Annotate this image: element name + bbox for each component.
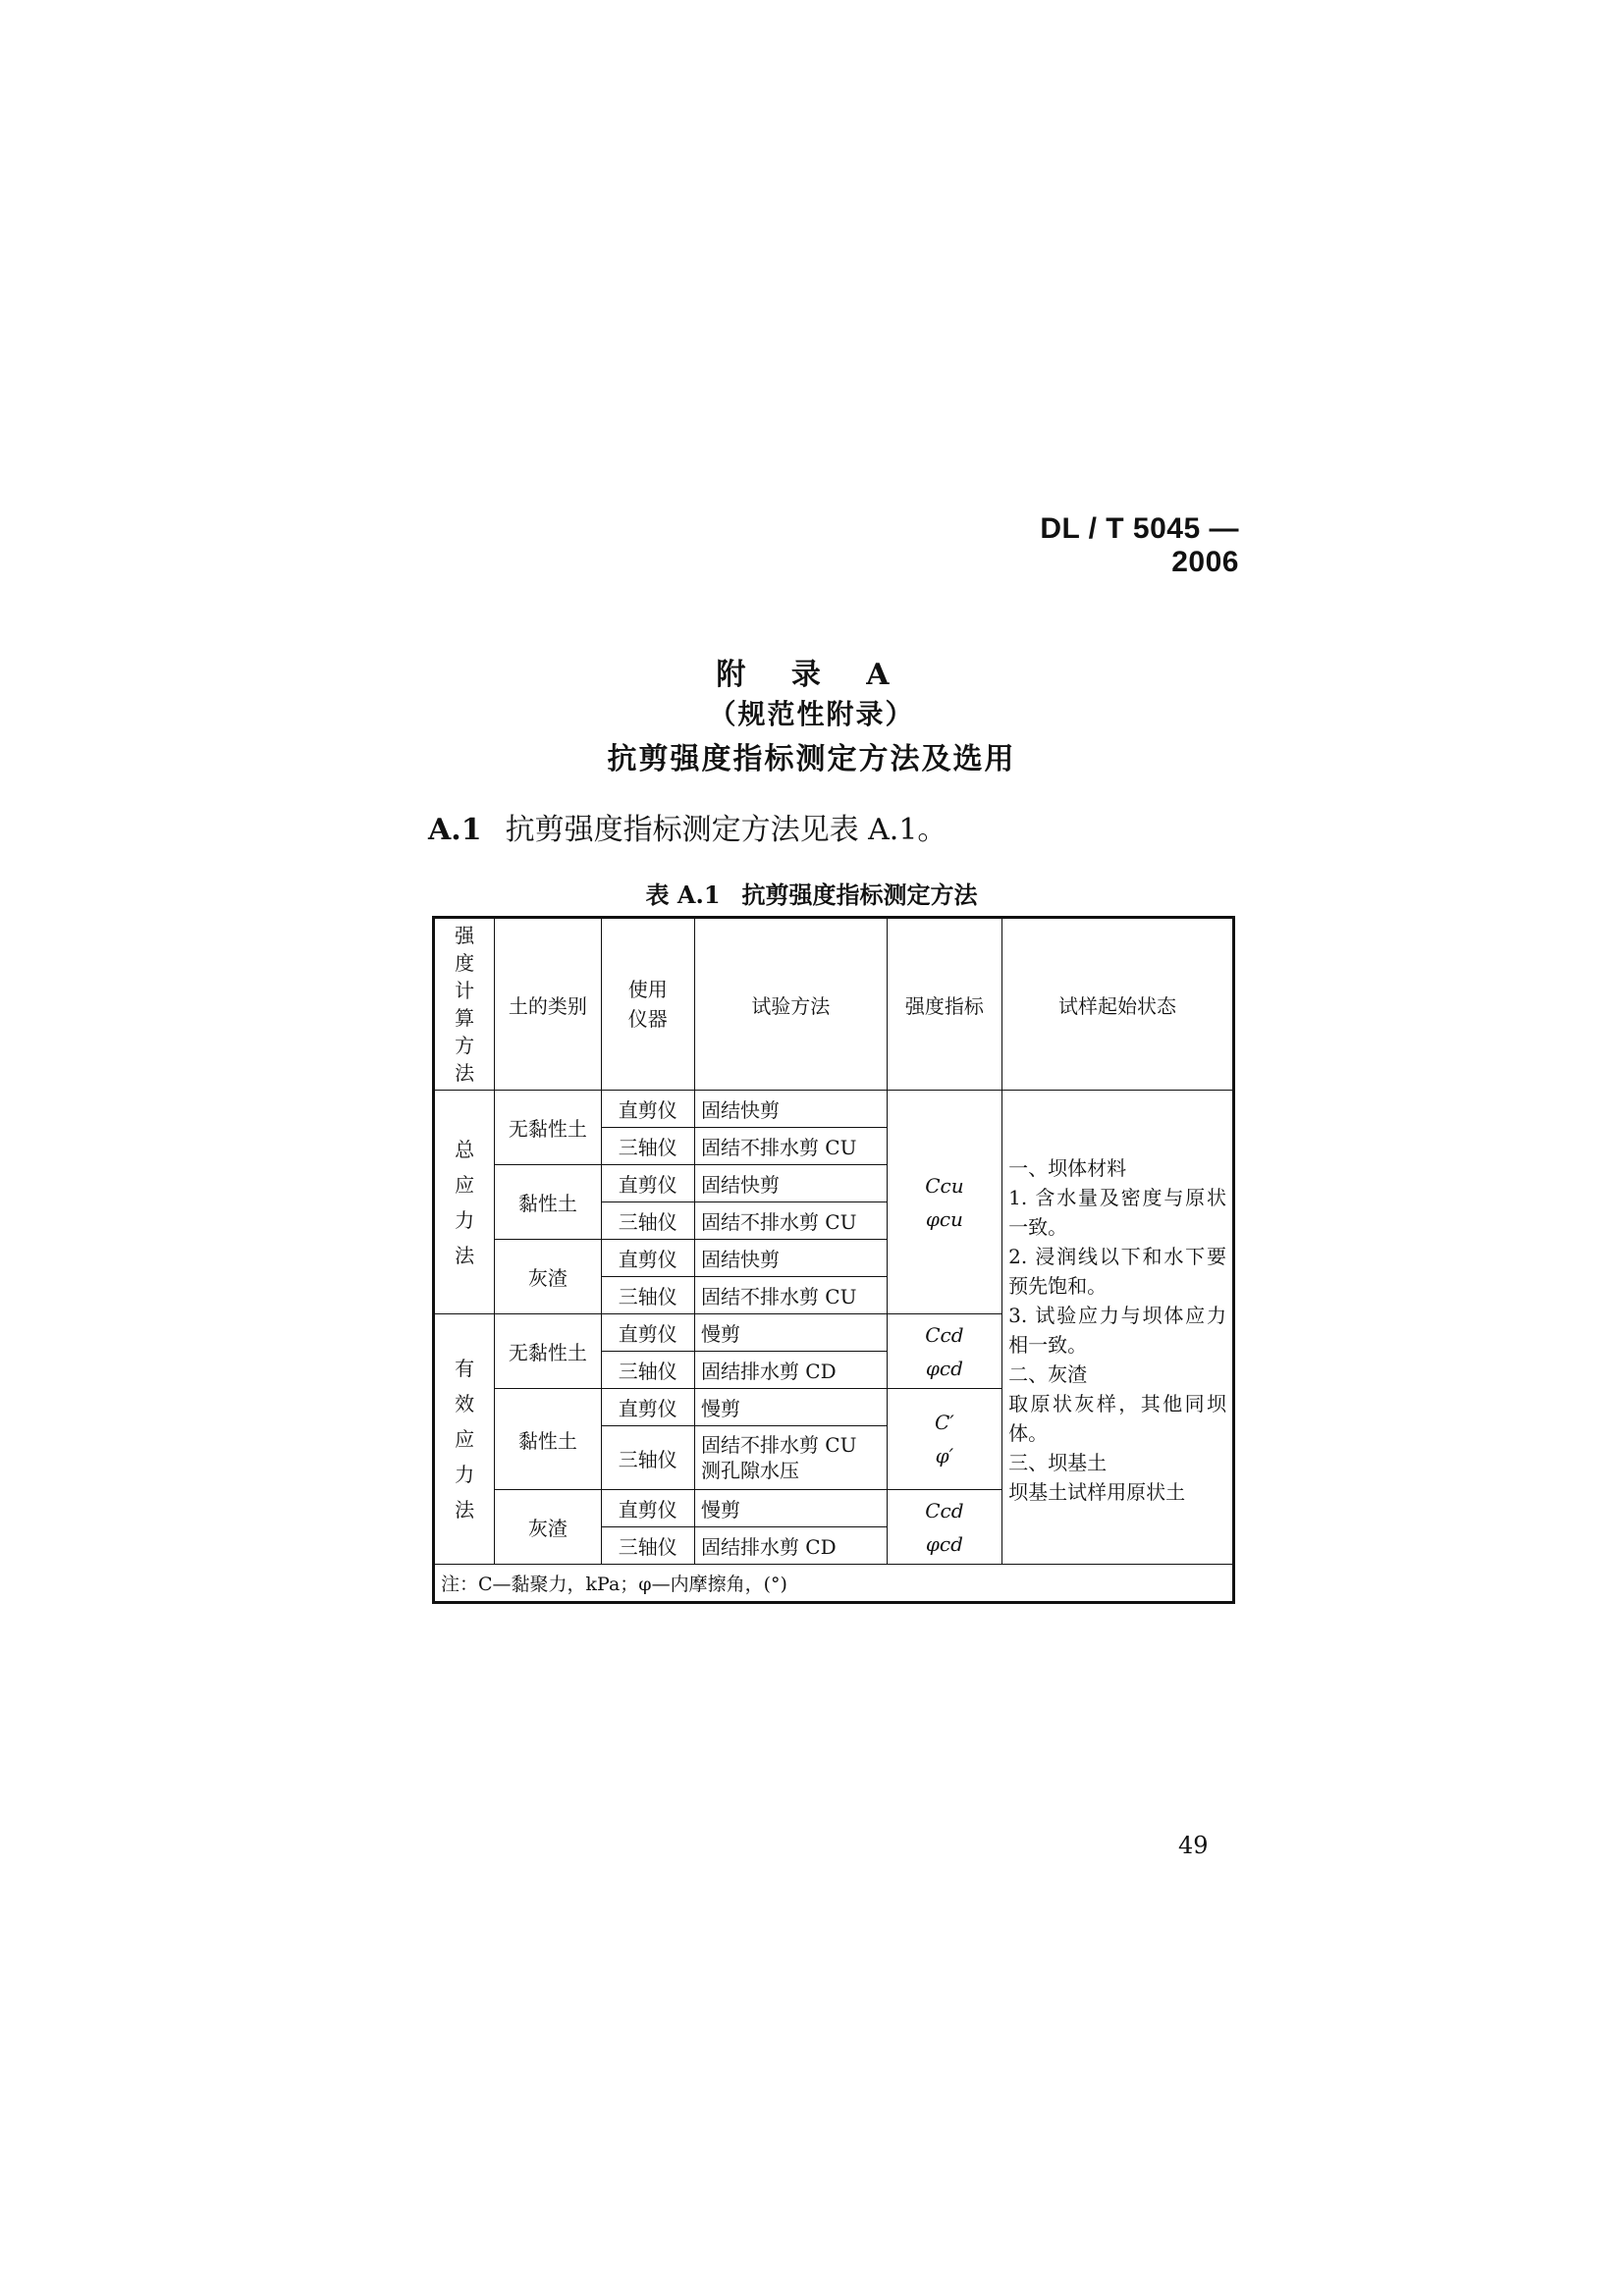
header-test-method: 试验方法	[694, 918, 887, 1091]
index-total-stress	[887, 1091, 1001, 1314]
method-total-stress: 总应力法	[434, 1091, 495, 1314]
table-caption-title: 抗剪强度指标测定方法	[741, 881, 978, 909]
index-phi: φcd	[925, 1531, 963, 1556]
appendix-subject: 抗剪强度指标测定方法及选用	[607, 742, 1016, 776]
index-effective-ash	[887, 1490, 1001, 1565]
index-c: Ccd	[925, 1322, 964, 1347]
remark-item: 取原状灰样，其他同坝体。	[1008, 1392, 1226, 1445]
header-soil-type: 土的类别	[495, 918, 601, 1091]
test-cell: 固结排水剪 CD	[694, 1352, 887, 1389]
appendix-title: 附 录 A	[716, 658, 907, 692]
instrument-cell: 三轴仪	[601, 1426, 694, 1490]
test-cell: 固结快剪	[694, 1091, 887, 1128]
test-cell: 慢剪	[694, 1314, 887, 1352]
test-cell: 固结快剪	[694, 1240, 887, 1277]
index-phi: φ′	[935, 1444, 954, 1468]
soil-cell: 无黏性土	[495, 1091, 601, 1165]
header-strength-index: 强度指标	[887, 918, 1001, 1091]
instrument-cell: 三轴仪	[601, 1202, 694, 1240]
standard-code: DL / T 5045 — 2006	[1040, 512, 1239, 578]
table-note-row	[434, 1565, 1234, 1603]
instrument-cell: 三轴仪	[601, 1352, 694, 1389]
test-cell: 固结排水剪 CD	[694, 1527, 887, 1565]
instrument-cell: 直剪仪	[601, 1091, 694, 1128]
table-header-row	[434, 918, 1234, 1091]
header-instrument: 使用仪器	[601, 918, 694, 1091]
test-cell: 固结不排水剪 CU 测孔隙水压	[694, 1426, 887, 1490]
instrument-cell: 直剪仪	[601, 1165, 694, 1202]
test-cell: 固结不排水剪 CU	[694, 1277, 887, 1314]
soil-cell: 黏性土	[495, 1389, 601, 1490]
soil-cell: 无黏性土	[495, 1314, 601, 1389]
instrument-cell: 直剪仪	[601, 1389, 694, 1426]
remark-item: 3. 试验应力与坝体应力相一致。	[1008, 1304, 1226, 1357]
test-cell: 固结快剪	[694, 1165, 887, 1202]
test-cell: 固结不排水剪 CU	[694, 1128, 887, 1165]
header-initial-state: 试样起始状态	[1002, 918, 1234, 1091]
remark-item: 2. 浸润线以下和水下要预先饱和。	[1008, 1245, 1226, 1298]
soil-cell: 灰渣	[495, 1490, 601, 1565]
remark-item: 二、灰渣	[1008, 1362, 1088, 1386]
section-text: 抗剪强度指标测定方法见表 A.1。	[505, 813, 947, 847]
soil-cell: 黏性土	[495, 1165, 601, 1240]
section-number: A.1	[428, 813, 482, 847]
index-effective-prime	[887, 1389, 1001, 1490]
table-caption-number: 表 A.1	[645, 881, 721, 909]
shear-strength-table	[432, 916, 1235, 1604]
index-c: Ccd	[925, 1498, 964, 1522]
instrument-cell: 直剪仪	[601, 1314, 694, 1352]
test-cell: 慢剪	[694, 1490, 887, 1527]
page-number: 49	[1178, 1832, 1209, 1859]
remark-item: 一、坝体材料	[1008, 1156, 1127, 1180]
index-c: Ccu	[925, 1173, 964, 1198]
test-cell: 慢剪	[694, 1389, 887, 1426]
header-calc-method: 强度计算方法	[434, 918, 495, 1091]
table-row	[434, 1091, 1234, 1128]
initial-state-remarks	[1002, 1091, 1234, 1565]
index-effective-cd	[887, 1314, 1001, 1389]
method-effective-stress: 有效应力法	[434, 1314, 495, 1565]
remark-item: 1. 含水量及密度与原状一致。	[1008, 1186, 1226, 1239]
table-note: 注：C—黏聚力，kPa；φ—内摩擦角，(°)	[434, 1565, 1234, 1603]
section-a1	[428, 805, 947, 848]
instrument-cell: 三轴仪	[601, 1277, 694, 1314]
remark-item: 三、坝基土	[1008, 1451, 1108, 1474]
index-c: C′	[934, 1411, 954, 1434]
instrument-cell: 三轴仪	[601, 1527, 694, 1565]
index-phi: φcd	[925, 1356, 963, 1380]
instrument-cell: 三轴仪	[601, 1128, 694, 1165]
appendix-nature: （规范性附录）	[708, 698, 915, 730]
instrument-cell: 直剪仪	[601, 1490, 694, 1527]
test-cell: 固结不排水剪 CU	[694, 1202, 887, 1240]
index-phi: φcu	[925, 1206, 963, 1231]
instrument-cell: 直剪仪	[601, 1240, 694, 1277]
remark-item: 坝基土试样用原状土	[1008, 1480, 1186, 1504]
soil-cell: 灰渣	[495, 1240, 601, 1314]
table-caption	[0, 876, 1623, 910]
